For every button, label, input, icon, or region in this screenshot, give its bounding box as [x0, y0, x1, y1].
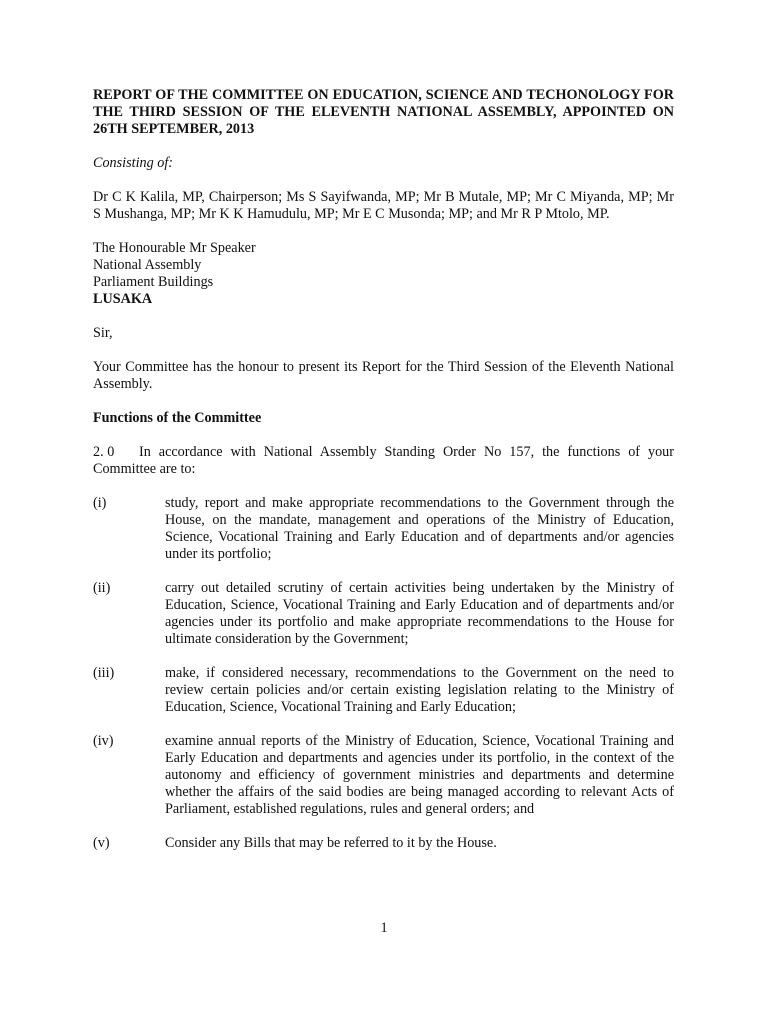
list-item [93, 580, 674, 648]
address-block [93, 240, 674, 308]
list-item-text: Consider any Bills that may be referred to it by the House. [165, 835, 497, 851]
paragraph-number: 2. 0 [93, 444, 115, 460]
salutation: Sir, [93, 325, 113, 341]
page-number: 1 [380, 920, 388, 936]
list-item-number: (ii) [93, 580, 111, 596]
list-item-number: (iii) [93, 665, 115, 681]
list-item-number: (v) [93, 835, 110, 851]
address-line: National Assembly [93, 257, 202, 273]
list-item-text: carry out detailed scrutiny of certain activities being undertaken by the Ministry of Education, Science, Vocational Training and Early Education and of departments and/or agencies under its portfolio and make appropriate recommendations to the House for ultimate consideration by the Government; [165, 580, 674, 647]
consisting-label: Consisting of: [93, 155, 174, 171]
members-list: Dr C K Kalila, MP, Chairperson; Ms S Sayifwanda, MP; Mr B Mutale, MP; Mr C Miyanda, MP; Mr S Mushanga, MP; Mr K K Hamudulu, MP; Mr E C Musonda; MP; and Mr R P Mtolo, MP. [93, 189, 674, 222]
functions-heading: Functions of the Committee [93, 410, 262, 426]
address-line: The Honourable Mr Speaker [93, 240, 256, 256]
report-title: REPORT OF THE COMMITTEE ON EDUCATION, SCIENCE AND TECHONOLOGY FOR THE THIRD SESSION OF THE ELEVENTH NATIONAL ASSEMBLY, APPOINTED ON 26TH SEPTEMBER, 2013 [93, 87, 674, 137]
list-item-text: study, report and make appropriate recommendations to the Government through the House, on the mandate, management and operations of the Ministry of Education, Science, Vocational Training and Early Education and of departments and/or agencies under its portfolio; [165, 495, 674, 562]
paragraph-2-0 [93, 444, 674, 478]
list-item [93, 665, 674, 716]
list-item [93, 835, 674, 852]
list-item-number: (i) [93, 495, 107, 511]
address-line: Parliament Buildings [93, 274, 214, 290]
list-item [93, 733, 674, 818]
document-page [93, 87, 674, 852]
intro-paragraph: Your Committee has the honour to present its Report for the Third Session of the Eleventh National Assembly. [93, 359, 674, 392]
paragraph-text: In accordance with National Assembly Standing Order No 157, the functions of your Committee are to: [93, 444, 674, 477]
list-item-number: (iv) [93, 733, 114, 749]
list-item-text: examine annual reports of the Ministry of Education, Science, Vocational Training and Early Education and departments and agencies under its portfolio, in the context of the autonomy and efficiency of government ministries and departments and determine whether the affairs of the said bodies are being managed according to relevant Acts of Parliament, established regulations, rules and general orders; and [165, 733, 674, 817]
list-item [93, 495, 674, 563]
list-item-text: make, if considered necessary, recommendations to the Government on the need to review certain policies and/or certain existing legislation relating to the Ministry of Education, Science, Vocational Training and Early Education; [165, 665, 674, 715]
address-city: LUSAKA [93, 291, 153, 307]
